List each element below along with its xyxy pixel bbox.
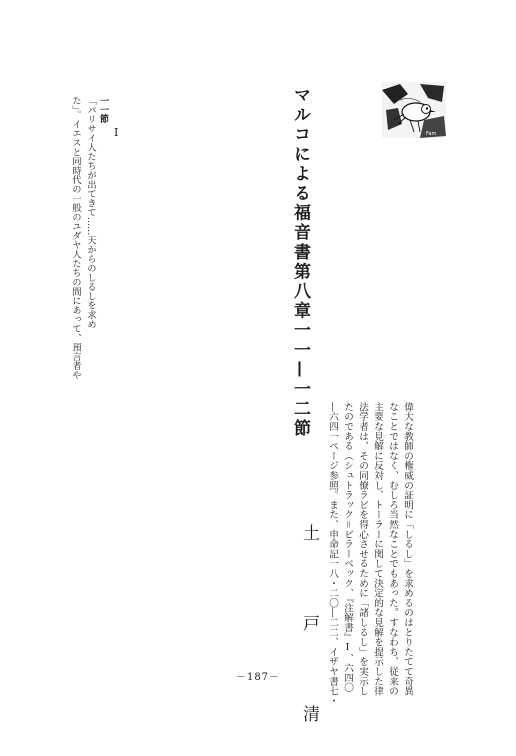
illustration-caption: Fam [426,131,437,137]
body-line: たのである（シュトラック＝ビラーベック、『注解書』Ⅰ、六四〇 [342,402,353,693]
article-title: マルコによる福音書第八章一一—一二節 [290,86,310,439]
section-number: I [114,126,119,139]
body-line: なことではなく、むしろ当然なことでもあった。すなわち、従来の [387,402,398,696]
body-line: 法学者は、その同僚ラビを得心させるために「諸しるし」を実示し [357,402,368,696]
body-line: 主要な見解に反対し、トーラーに関して決定的な見解を提示した律 [372,402,383,696]
page-number: －187－ [235,672,281,683]
footnote-line: 「パリサイ人たちが出てきて……天からのしるしを求め [85,96,96,329]
body-line: ―六四一ページ参照。また、申命記一八・二〇―二二、イザヤ書七・ [327,402,338,706]
bird-illustration [380,80,448,140]
body-line: 偉大な教師の権威の証明に「しるし」を求めるのはとりたてて奇異 [402,402,413,696]
footnote-line: た」。イエスと同時代の一般のユダヤ人たちの間にあって、預言者や [70,96,81,380]
footnote-verse-label: 一一節 [98,96,108,123]
author-name: 土 戸 清 [299,524,319,756]
